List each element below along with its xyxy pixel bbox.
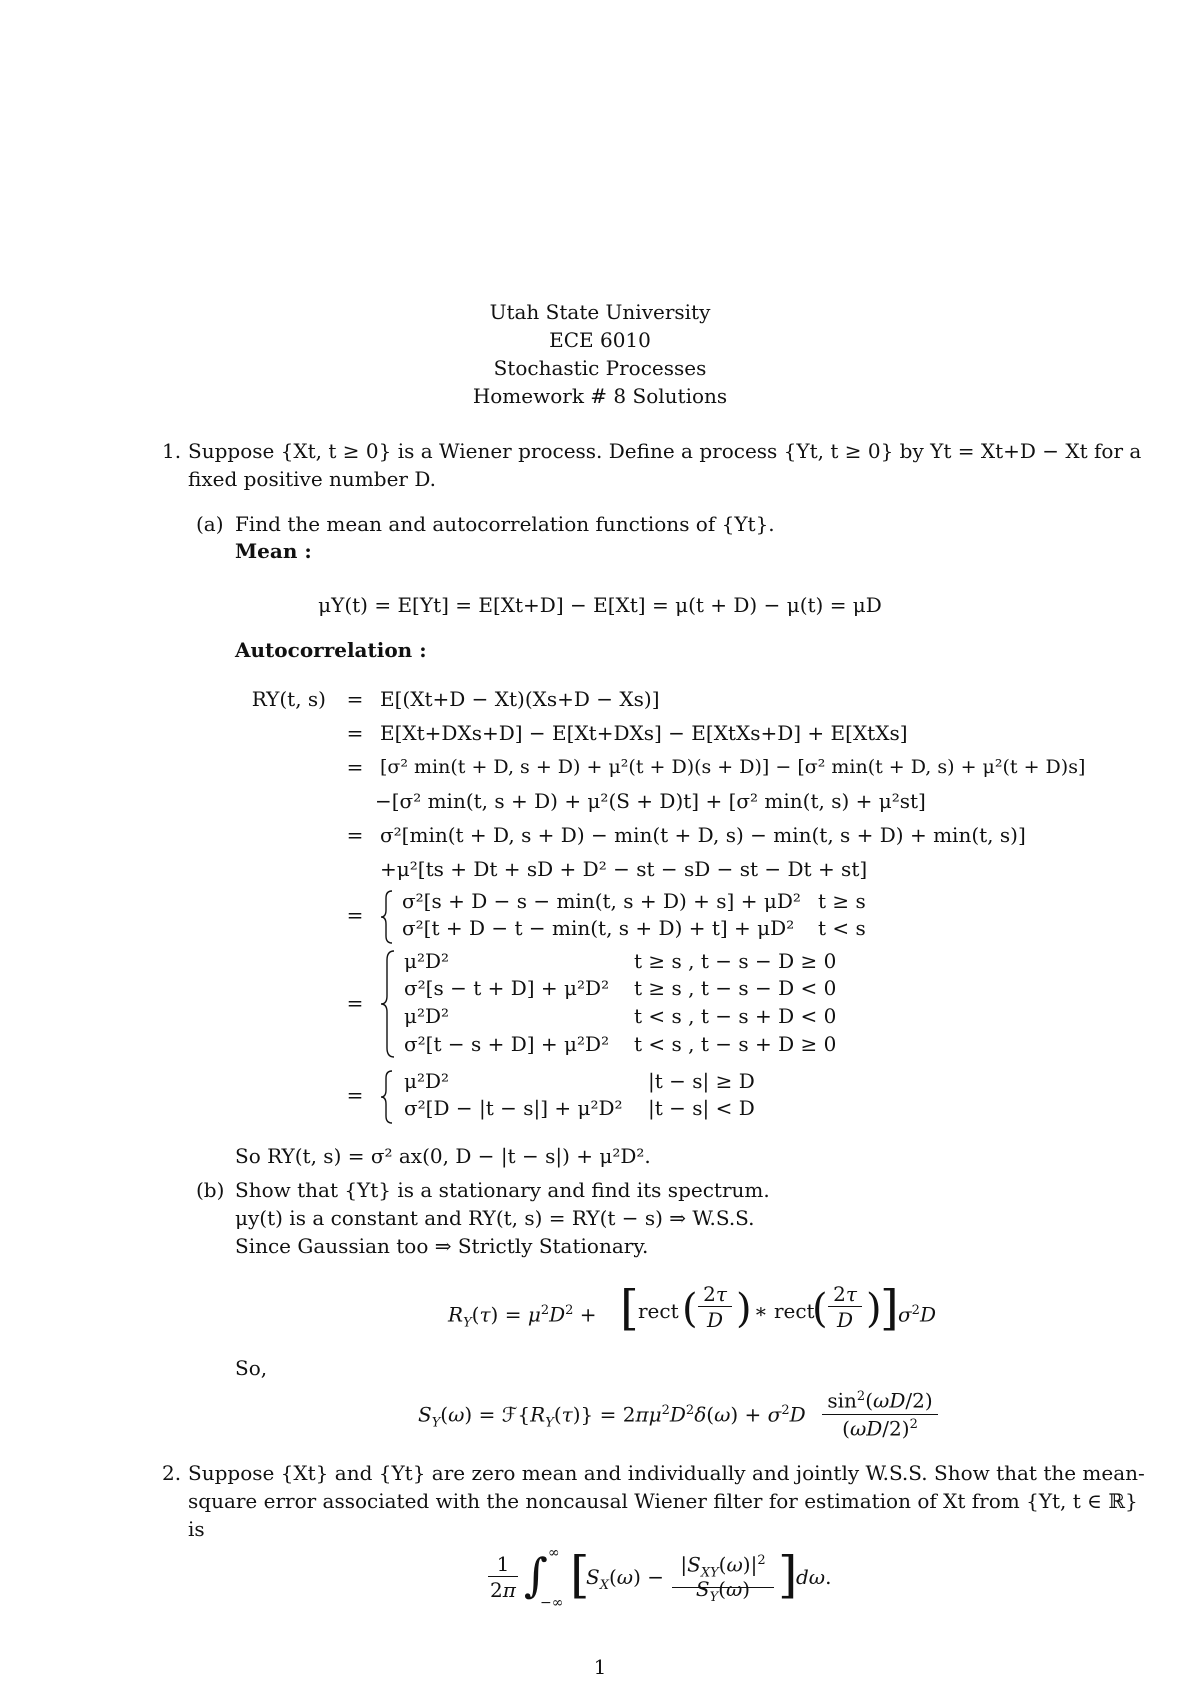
problem-2-line2: square error associated with the noncausal Wiener filter for estimation of Xt from {Yt, t ∈ ℝ}: [188, 1489, 1138, 1513]
autocorr-line-5: +μ²[ts + Dt + sD + D² − st − sD − st − Dt + st]: [380, 857, 868, 881]
case-1-expr-1: σ²[t + D − t − min(t, s + D) + t] + μD²: [402, 916, 795, 940]
part-b-so-label: So,: [235, 1356, 268, 1380]
autocorr-conclusion: So RY(t, s) = σ² ax(0, D − |t − s|) + μ²D².: [235, 1144, 651, 1168]
equals-sign: =: [346, 823, 364, 847]
autocorr-line-0: E[(Xt+D − Xt)(Xs+D − Xs)]: [380, 687, 660, 711]
part-b-question: Show that {Yt} is a stationary and find its spectrum.: [235, 1178, 770, 1202]
case-2-expr-0: μ²D²: [404, 949, 450, 973]
part-b-label: (b): [196, 1178, 225, 1202]
case-block-1: [0, 888, 1200, 944]
spectrum-equation: $S_Y(\omega)$ = $ℱ\{R_Y(\tau)\} = 2\pi\mu^2D^2\delta(\omega) + \sigma^2D$ $\sin^2(\omega D/2)$ $(\omega D/2)^2$: [418, 1378, 978, 1442]
case-3-expr-0: μ²D²: [404, 1069, 450, 1093]
left-brace-icon: [380, 890, 394, 944]
equals-sign: =: [346, 721, 364, 745]
case-block-2: [0, 948, 1200, 1060]
case-1-cond-1: t < s: [818, 916, 866, 940]
case-2-expr-2: μ²D²: [404, 1004, 450, 1028]
mse-integral-equation: 1 2π ∫ ∞ −∞ [ $S_X(\omega)$ − $|S_{XY}(\omega)|^2$ $S_Y(\omega)$ ] dω.: [488, 1540, 848, 1618]
left-brace-icon: [380, 1070, 394, 1124]
autocorrelation-heading: Autocorrelation :: [235, 638, 427, 662]
course-subject: Stochastic Processes: [493, 356, 707, 380]
problem-2-line3: is: [188, 1517, 205, 1541]
part-b-line2: Since Gaussian too ⇒ Strictly Stationary.: [235, 1234, 649, 1258]
case-2-cond-1: t ≥ s , t − s − D < 0: [634, 976, 837, 1000]
autocorr-line-4: σ²[min(t + D, s + D) − min(t + D, s) − min(t, s + D) + min(t, s)]: [380, 823, 1026, 847]
equals-sign: =: [346, 687, 364, 711]
problem-1-number: 1.: [162, 439, 182, 463]
homework-title: Homework # 8 Solutions: [472, 384, 728, 408]
page-number: 1: [593, 1655, 607, 1679]
case-1-cond-0: t ≥ s: [818, 889, 866, 913]
case-3-expr-1: σ²[D − |t − s|] + μ²D²: [404, 1096, 623, 1120]
problem-2-line1: Suppose {Xt} and {Yt} are zero mean and individually and jointly W.S.S. Show that the mean-: [188, 1461, 1145, 1485]
problem-1-statement-line1: Suppose {Xt, t ≥ 0} is a Wiener process. Define a process {Yt, t ≥ 0} by Yt = Xt+D − Xt for a: [188, 439, 1142, 463]
autocorr-line-2: [σ² min(t + D, s + D) + μ²(t + D)(s + D)] − [σ² min(t + D, s) + μ²(t + D)s]: [380, 756, 1086, 778]
equals-sign: =: [346, 1083, 364, 1107]
left-brace-icon: [380, 950, 396, 1058]
part-a-label: (a): [196, 512, 224, 536]
university-name: Utah State University: [489, 300, 711, 324]
equals-sign: =: [346, 755, 364, 779]
autocorr-line-1: E[Xt+DXs+D] − E[Xt+DXs] − E[XtXs+D] + E[XtXs]: [380, 721, 908, 745]
mean-equation: μY(t) = E[Yt] = E[Xt+D] − E[Xt] = μ(t + D) − μ(t) = μD: [318, 593, 882, 617]
problem-2-number: 2.: [162, 1461, 182, 1485]
case-block-3: [0, 1068, 1200, 1124]
course-code: ECE 6010: [549, 328, 651, 352]
case-3-cond-1: |t − s| < D: [648, 1096, 755, 1120]
autocorr-lhs: RY(t, s): [251, 687, 326, 711]
mean-heading: Mean :: [235, 539, 312, 563]
case-1-expr-0: σ²[s + D − s − min(t, s + D) + s] + μD²: [402, 889, 801, 913]
autocorr-line-3: −[σ² min(t, s + D) + μ²(S + D)t] + [σ² min(t, s) + μ²st]: [375, 789, 926, 813]
part-a-question: Find the mean and autocorrelation functions of {Yt}.: [235, 512, 775, 536]
case-2-expr-1: σ²[s − t + D] + μ²D²: [404, 976, 610, 1000]
case-2-cond-3: t < s , t − s + D ≥ 0: [634, 1032, 837, 1056]
case-2-cond-0: t ≥ s , t − s − D ≥ 0: [634, 949, 837, 973]
problem-1-statement-line2: fixed positive number D.: [188, 467, 437, 491]
ry-tau-equation: $R_Y(\tau) = \mu^2D^2$ + [ rect ( 2τ D ) ∗ rect ( 2τ D ) ] $\sigma^2D$: [448, 1280, 936, 1336]
equals-sign: =: [346, 991, 364, 1015]
case-3-cond-0: |t − s| ≥ D: [648, 1069, 755, 1093]
equals-sign: =: [346, 903, 364, 927]
case-2-expr-3: σ²[t − s + D] + μ²D²: [404, 1032, 610, 1056]
part-b-line1: μy(t) is a constant and RY(t, s) = RY(t − s) ⇒ W.S.S.: [235, 1206, 755, 1230]
case-2-cond-2: t < s , t − s + D < 0: [634, 1004, 837, 1028]
